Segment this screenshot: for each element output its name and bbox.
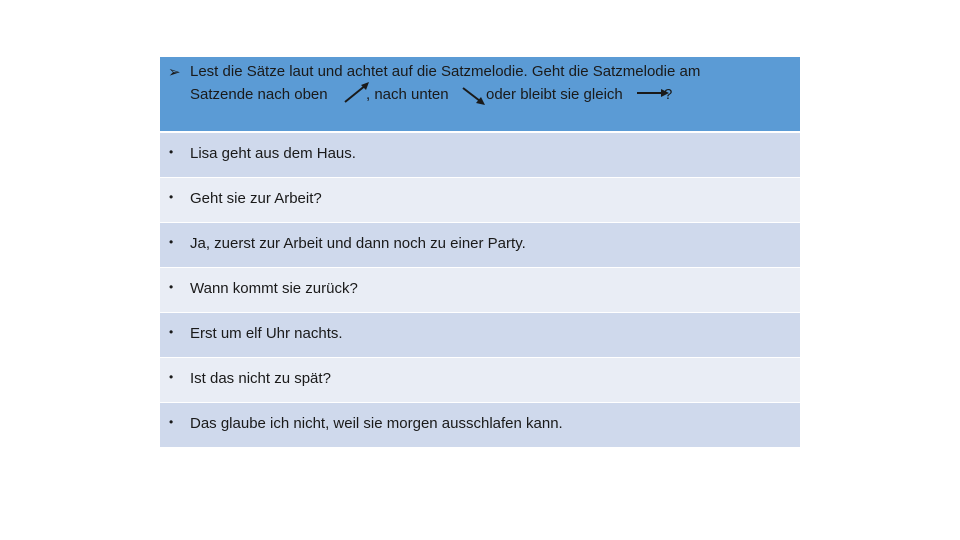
exercise-table [160, 57, 800, 448]
sentence-text: Ja, zuerst zur Arbeit und dann noch zu einer Party. [190, 235, 526, 252]
sentence-text: Das glaube ich nicht, weil sie morgen ausschlafen kann. [190, 415, 563, 432]
sentence-row-1 [160, 133, 800, 178]
instruction-text-down: , nach unten [366, 86, 449, 103]
bullet-icon: • [169, 235, 174, 249]
sentence-text: Ist das nicht zu spät? [190, 370, 331, 387]
sentence-row-2 [160, 178, 800, 223]
sentence-text: Wann kommt sie zurück? [190, 280, 358, 297]
arrow-bullet-icon: ➢ [168, 64, 181, 81]
bullet-icon: • [169, 370, 174, 384]
instruction-text-same: oder bleibt sie gleich [486, 86, 623, 103]
bullet-icon: • [169, 190, 174, 204]
sentence-text: Lisa geht aus dem Haus. [190, 145, 356, 162]
bullet-icon: • [169, 280, 174, 294]
instruction-line-2 [190, 86, 770, 106]
bullet-icon: • [169, 415, 174, 429]
sentence-text: Geht sie zur Arbeit? [190, 190, 322, 207]
sentence-text: Erst um elf Uhr nachts. [190, 325, 343, 342]
instruction-header [160, 57, 800, 133]
instruction-question-mark: ? [664, 86, 673, 103]
instruction-text-up: Satzende nach oben [190, 86, 328, 103]
bullet-icon: • [169, 145, 174, 159]
sentence-row-6 [160, 358, 800, 403]
sentence-row-3 [160, 223, 800, 268]
instruction-line-1: Lest die Sätze laut und achtet auf die Satzmelodie. Geht die Satzmelodie am [190, 63, 701, 80]
bullet-icon: • [169, 325, 174, 339]
sentence-row-7 [160, 403, 800, 448]
sentence-row-4 [160, 268, 800, 313]
sentence-row-5 [160, 313, 800, 358]
